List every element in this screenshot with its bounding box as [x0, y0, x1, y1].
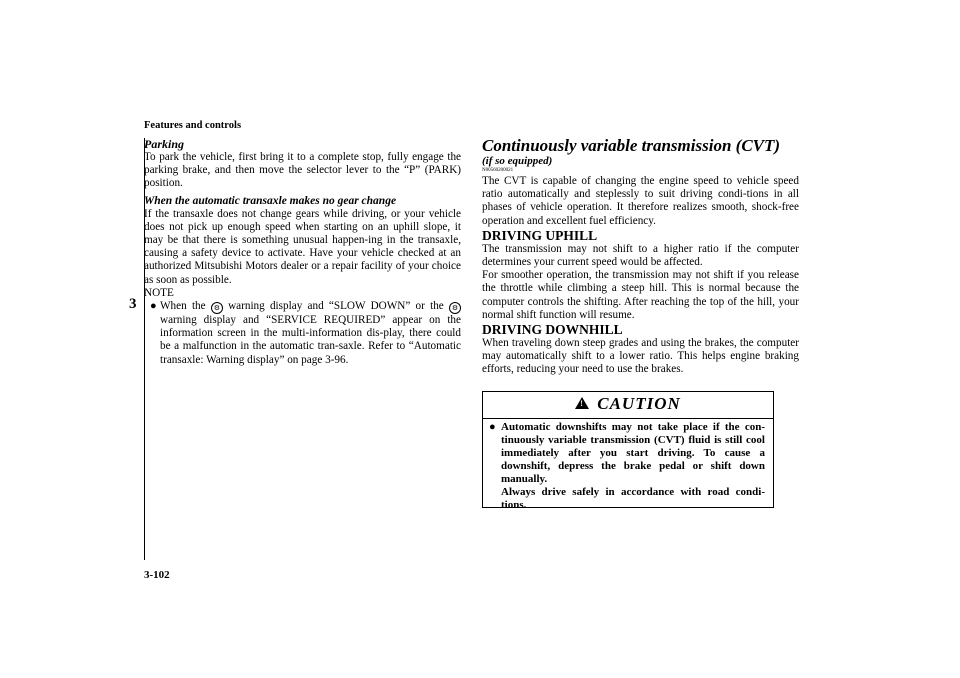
- note-text-part1: When the: [160, 300, 206, 313]
- uphill-text-2: For smoother operation, the transmission may not shift if you release the throttle while climbing a steep hill. This is normal because the computer controls the shifting. After reaching the top of the hill, your normal shift function will resume.: [482, 269, 799, 321]
- parking-title: Parking: [144, 137, 185, 151]
- caution-title: CAUTION: [597, 394, 681, 413]
- note-label: NOTE: [144, 286, 174, 299]
- chapter-sidebar: [126, 138, 145, 560]
- parking-text: To park the vehicle, first bring it to a complete stop, fully engage the parking brake, and then move the selector lever to the “P” (PARK) position.: [144, 151, 461, 190]
- page-number: 3-102: [144, 569, 170, 581]
- caution-bullet: ●: [489, 421, 496, 433]
- caution-triangle-icon: [575, 397, 589, 409]
- caution-header: [483, 394, 773, 418]
- caution-text-2: Always drive safely in accordance with road condi-tions.: [501, 486, 765, 511]
- cvt-title: Continuously variable transmission (CVT): [482, 136, 781, 155]
- downhill-title: DRIVING DOWNHILL: [482, 322, 623, 338]
- uphill-title: DRIVING UPHILL: [482, 227, 598, 243]
- note-bullet: ●: [150, 300, 157, 313]
- caution-text: [501, 421, 765, 512]
- downhill-text: When traveling down steep grades and using the brakes, the computer may automatically shift to a lower ratio. This helps engine braking efforts, reducing your need to use the brakes.: [482, 337, 799, 376]
- cvt-text: The CVT is capable of changing the engine speed to vehicle speed ratio automatically and steplessly to suit driving condi-tions in all phases of vehicle operation. It therefore realizes smooth, shock-free operation and excellent fuel efficiency.: [482, 175, 799, 227]
- note-text-part3: warning display and “SERVICE REQUIRED” appear on the information screen in the multi-information dis-play, there could be a malfunction in the automatic tran-saxle. Refer to “Automatic transaxle: Warning display” on page 3-96.: [160, 314, 461, 366]
- cvt-subtitle: (if so equipped): [482, 155, 553, 167]
- nochange-text: If the transaxle does not change gears while driving, or your vehicle does not pick up enough speed when starting on an uphill slope, it may be that there is something unusual happen-ing in the transaxle, causing a safety device to activate. Have your vehicle checked at an authorized Mitsubishi Motors dealer or a repair facility of your choice as soon as possible.: [144, 207, 461, 286]
- note-item: [150, 300, 461, 367]
- section-code: N00560200021: [482, 168, 514, 173]
- note-text-part2: warning display and “SLOW DOWN” or the: [228, 300, 444, 313]
- right-column: [482, 137, 799, 377]
- gear-warning-icon: ⚙: [449, 302, 461, 314]
- uphill-text-1: The transmission may not shift to a higher ratio if the computer determines your current speed would be affected.: [482, 242, 799, 269]
- chapter-number: 3: [129, 296, 137, 312]
- note-text: [160, 300, 461, 367]
- caution-text-1: Automatic downshifts may not take place if the con-tinuously variable transmission (CVT) fluid is still cool immediately after you start driving. To cause a downshift, depress the brake pedal or shift down manually.: [501, 421, 765, 485]
- page-header: Features and controls: [144, 120, 242, 131]
- left-column: [144, 137, 461, 367]
- caution-box: [482, 391, 774, 511]
- caution-item: [483, 419, 773, 512]
- nochange-title: When the automatic transaxle makes no gear change: [144, 194, 397, 207]
- gear-warning-icon: ⚙: [211, 302, 223, 314]
